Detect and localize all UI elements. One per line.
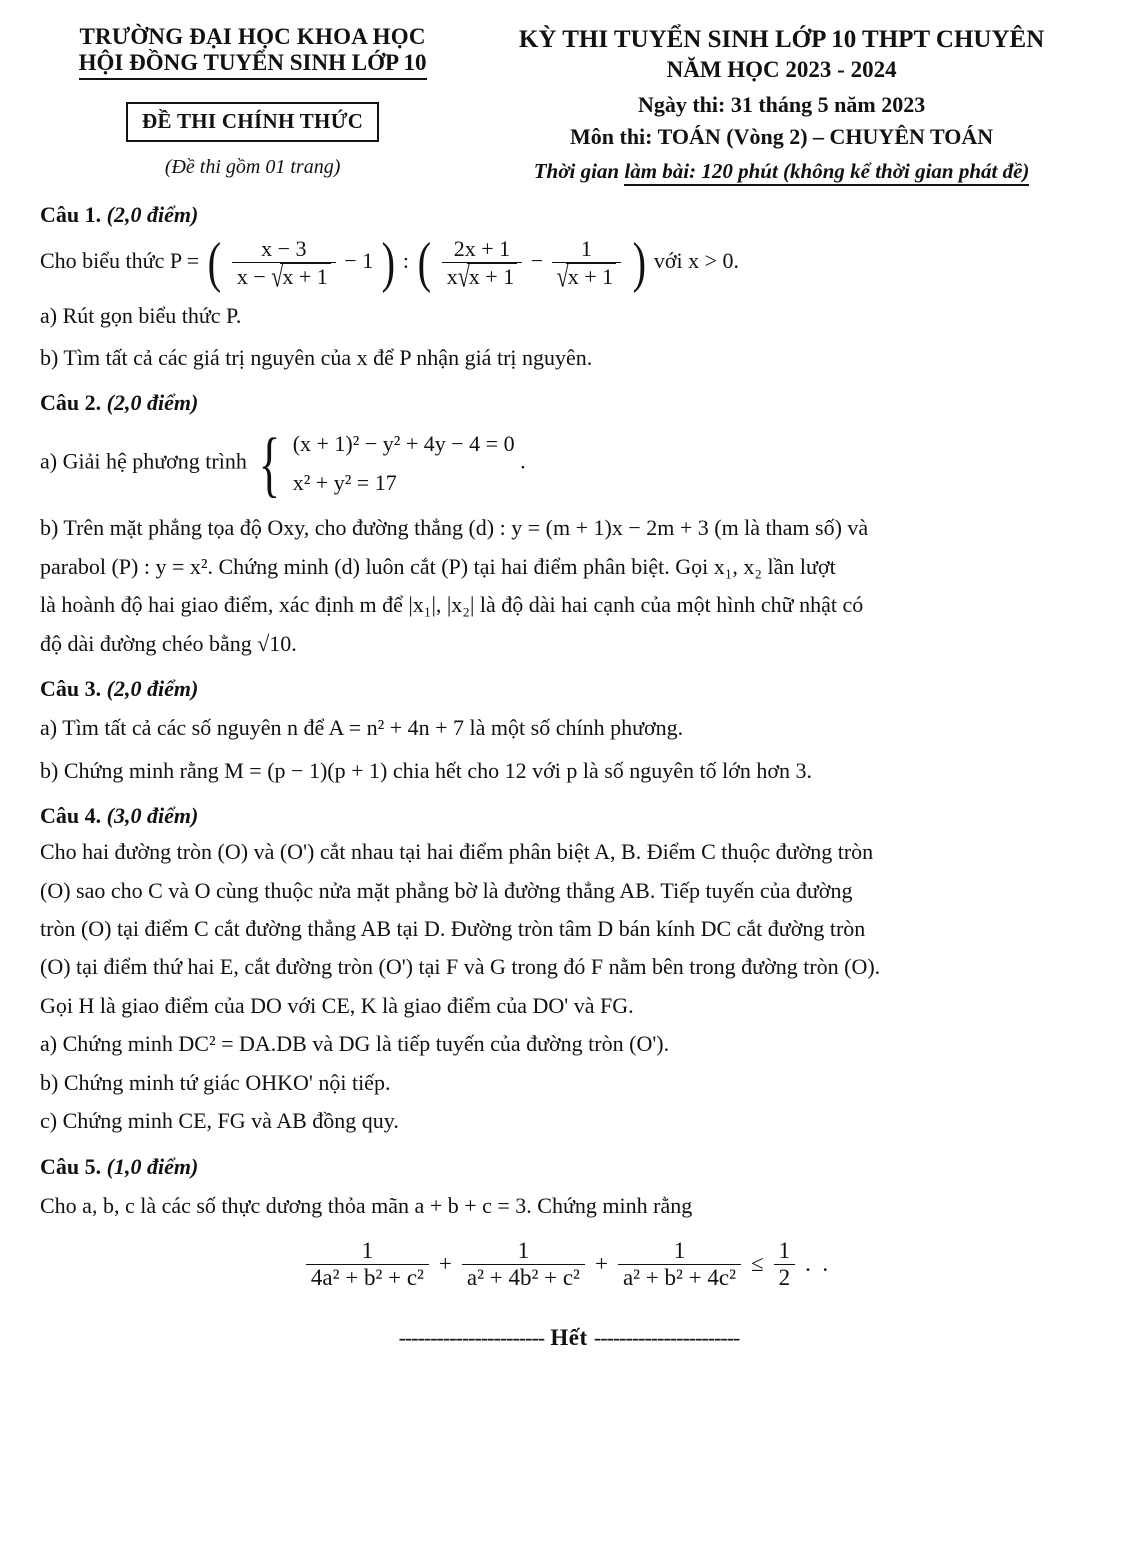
question-4-part-a: a) Chứng minh DC² = DA.DB và DG là tiếp tuyến của đường tròn (O').	[40, 1031, 670, 1057]
exam-body	[40, 202, 1098, 1350]
inequality-period: . .	[805, 1251, 829, 1277]
exam-duration-value: làm bài: 120 phút (không kể thời gian phát đề)	[624, 159, 1029, 186]
question-3-points: (2,0 điểm)	[106, 676, 199, 702]
minus-sign-1: −	[530, 248, 544, 274]
inequality-term-2	[462, 1238, 585, 1291]
question-5-inequality	[40, 1238, 1098, 1291]
question-3-heading	[40, 676, 1098, 702]
question-2-part-b-line2: parabol (P) : y = x². Chứng minh (d) luôn cắt (P) tại hai điểm phân biệt. Gọi x₁, x₂ lần lượt	[40, 553, 836, 579]
footer-dashes-right: -----------------------	[593, 1324, 740, 1350]
inequality-rhs-den: 2	[778, 1264, 791, 1290]
question-4-body-line4: (O) tại điểm thứ hai E, cắt đường tròn (O') tại F và G trong đó F nằm bên trong đường tròn (O).	[40, 954, 881, 980]
inequality-term-2-num: 1	[462, 1238, 585, 1265]
question-1-intro: Cho biểu thức P =	[40, 248, 200, 274]
exam-date: Ngày thi: 31 tháng 5 năm 2023	[637, 92, 926, 118]
inequality-term-2-den: a² + 4b² + c²	[466, 1264, 580, 1290]
question-3-part-a: a) Tìm tất cả các số nguyên n để A = n² + 4n + 7 là một số chính phương.	[40, 715, 684, 741]
system-equation-2: x² + y² = 17	[292, 469, 397, 495]
minus-one-1: − 1	[344, 248, 374, 274]
inequality-relation: ≤	[750, 1251, 764, 1277]
question-1-expression	[40, 232, 1098, 295]
header-right-block	[465, 22, 1098, 186]
fraction-2: $\frac{2x + 1}{x√x + 1}$	[442, 237, 523, 289]
pages-note: (Đề thi gồm 01 trang)	[164, 155, 341, 178]
system-equation-1: (x + 1)² − y² + 4y − 4 = 0	[292, 431, 515, 457]
question-4-points: (3,0 điểm)	[106, 803, 199, 829]
question-4-body-line5: Gọi H là giao điểm của DO với CE, K là giao điểm của DO' và FG.	[40, 992, 634, 1018]
exam-year: NĂM HỌC 2023 - 2024	[666, 57, 897, 83]
question-2-points: (2,0 điểm)	[106, 390, 199, 416]
inequality-rhs	[774, 1238, 796, 1291]
question-4-body-line3: tròn (O) tại điểm C cắt đường thẳng AB tại D. Đường tròn tâm D bán kính DC cắt đường tròn	[40, 915, 866, 941]
document-header	[40, 22, 1098, 186]
question-1-condition: với x > 0.	[653, 248, 739, 274]
question-4-part-b: b) Chứng minh tứ giác OHKO' nội tiếp.	[40, 1069, 391, 1095]
inequality-term-1	[306, 1238, 429, 1291]
exam-title: KỲ THI TUYỂN SINH LỚP 10 THPT CHUYÊN	[518, 26, 1045, 53]
inequality-term-3	[618, 1238, 741, 1291]
question-1-points: (2,0 điểm)	[106, 202, 199, 228]
question-4-label: Câu 4.	[40, 803, 102, 829]
question-4-part-c: c) Chứng minh CE, FG và AB đồng quy.	[40, 1108, 399, 1134]
paren-close-2: )	[632, 232, 646, 295]
question-1-heading	[40, 202, 1098, 228]
question-5-points: (1,0 điểm)	[106, 1153, 199, 1179]
inequality-term-3-num: 1	[618, 1238, 741, 1265]
school-name: TRƯỜNG ĐẠI HỌC KHOA HỌC	[79, 24, 426, 49]
equation-system	[293, 425, 515, 502]
question-2-label: Câu 2.	[40, 390, 102, 416]
header-left-block	[40, 22, 465, 179]
question-2-part-b-line1: b) Trên mặt phẳng tọa độ Oxy, cho đường thẳng (d) : y = (m + 1)x − 2m + 3 (m là tham số) và	[40, 515, 869, 541]
question-1-part-a: a) Rút gọn biểu thức P.	[40, 302, 242, 328]
document-footer	[40, 1325, 1098, 1351]
question-5-label: Câu 5.	[40, 1153, 102, 1179]
question-2-a-label: a) Giải hệ phương trình	[40, 449, 247, 475]
question-5-heading	[40, 1154, 1098, 1180]
exam-subject: Môn thi: TOÁN (Vòng 2) – CHUYÊN TOÁN	[570, 124, 994, 150]
footer-dashes-left: -----------------------	[398, 1324, 545, 1350]
paren-open-2: (	[417, 232, 431, 295]
paren-close-1: )	[381, 232, 395, 295]
exam-duration	[465, 156, 1098, 186]
question-3-label: Câu 3.	[40, 676, 102, 702]
inequality-term-1-den: 4a² + b² + c²	[310, 1264, 424, 1290]
colon-divide: :	[402, 248, 410, 274]
question-4-body-line2: (O) sao cho C và O cùng thuộc nửa mặt phẳng bờ là đường thẳng AB. Tiếp tuyến của đường	[40, 877, 853, 903]
exam-duration-prefix: Thời gian	[533, 158, 620, 183]
question-2-part-b-line3: là hoành độ hai giao điểm, xác định m để |x₁|, |x₂| là độ dài hai cạnh của một hình chữ nhật có	[40, 592, 864, 618]
official-exam-badge: ĐỀ THI CHÍNH THỨC	[126, 102, 379, 142]
question-1-label: Câu 1.	[40, 202, 102, 228]
council-name: HỘI ĐỒNG TUYỂN SINH LỚP 10	[79, 50, 427, 79]
question-2-part-a	[40, 423, 1098, 505]
inequality-rhs-num: 1	[774, 1238, 796, 1265]
inequality-term-3-den: a² + b² + 4c²	[622, 1264, 736, 1290]
question-4-heading	[40, 803, 1098, 829]
fraction-1: $\frac{x - 3}{x - √x + 1}$	[232, 237, 336, 289]
question-2-part-b-line4: độ dài đường chéo bằng √10.	[40, 630, 297, 656]
plus-sign-1: +	[438, 1251, 452, 1277]
fraction-3: $\frac{1}{√x + 1}$	[552, 237, 622, 289]
question-2-heading	[40, 390, 1098, 416]
paren-open-1: (	[207, 232, 221, 295]
footer-text: Hết	[550, 1324, 588, 1350]
system-brace: {	[258, 423, 281, 505]
system-period: .	[520, 449, 526, 475]
plus-sign-2: +	[594, 1251, 608, 1277]
question-1-part-b: b) Tìm tất cả các giá trị nguyên của x để P nhận giá trị nguyên.	[40, 345, 593, 371]
question-3-part-b: b) Chứng minh rằng M = (p − 1)(p + 1) chia hết cho 12 với p là số nguyên tố lớn hơn 3.	[40, 757, 813, 783]
question-4-body-line1: Cho hai đường tròn (O) và (O') cắt nhau tại hai điểm phân biệt A, B. Điểm C thuộc đường tròn	[40, 839, 874, 865]
question-5-body: Cho a, b, c là các số thực dương thỏa mãn a + b + c = 3. Chứng minh rằng	[40, 1192, 693, 1218]
inequality-term-1-num: 1	[306, 1238, 429, 1265]
